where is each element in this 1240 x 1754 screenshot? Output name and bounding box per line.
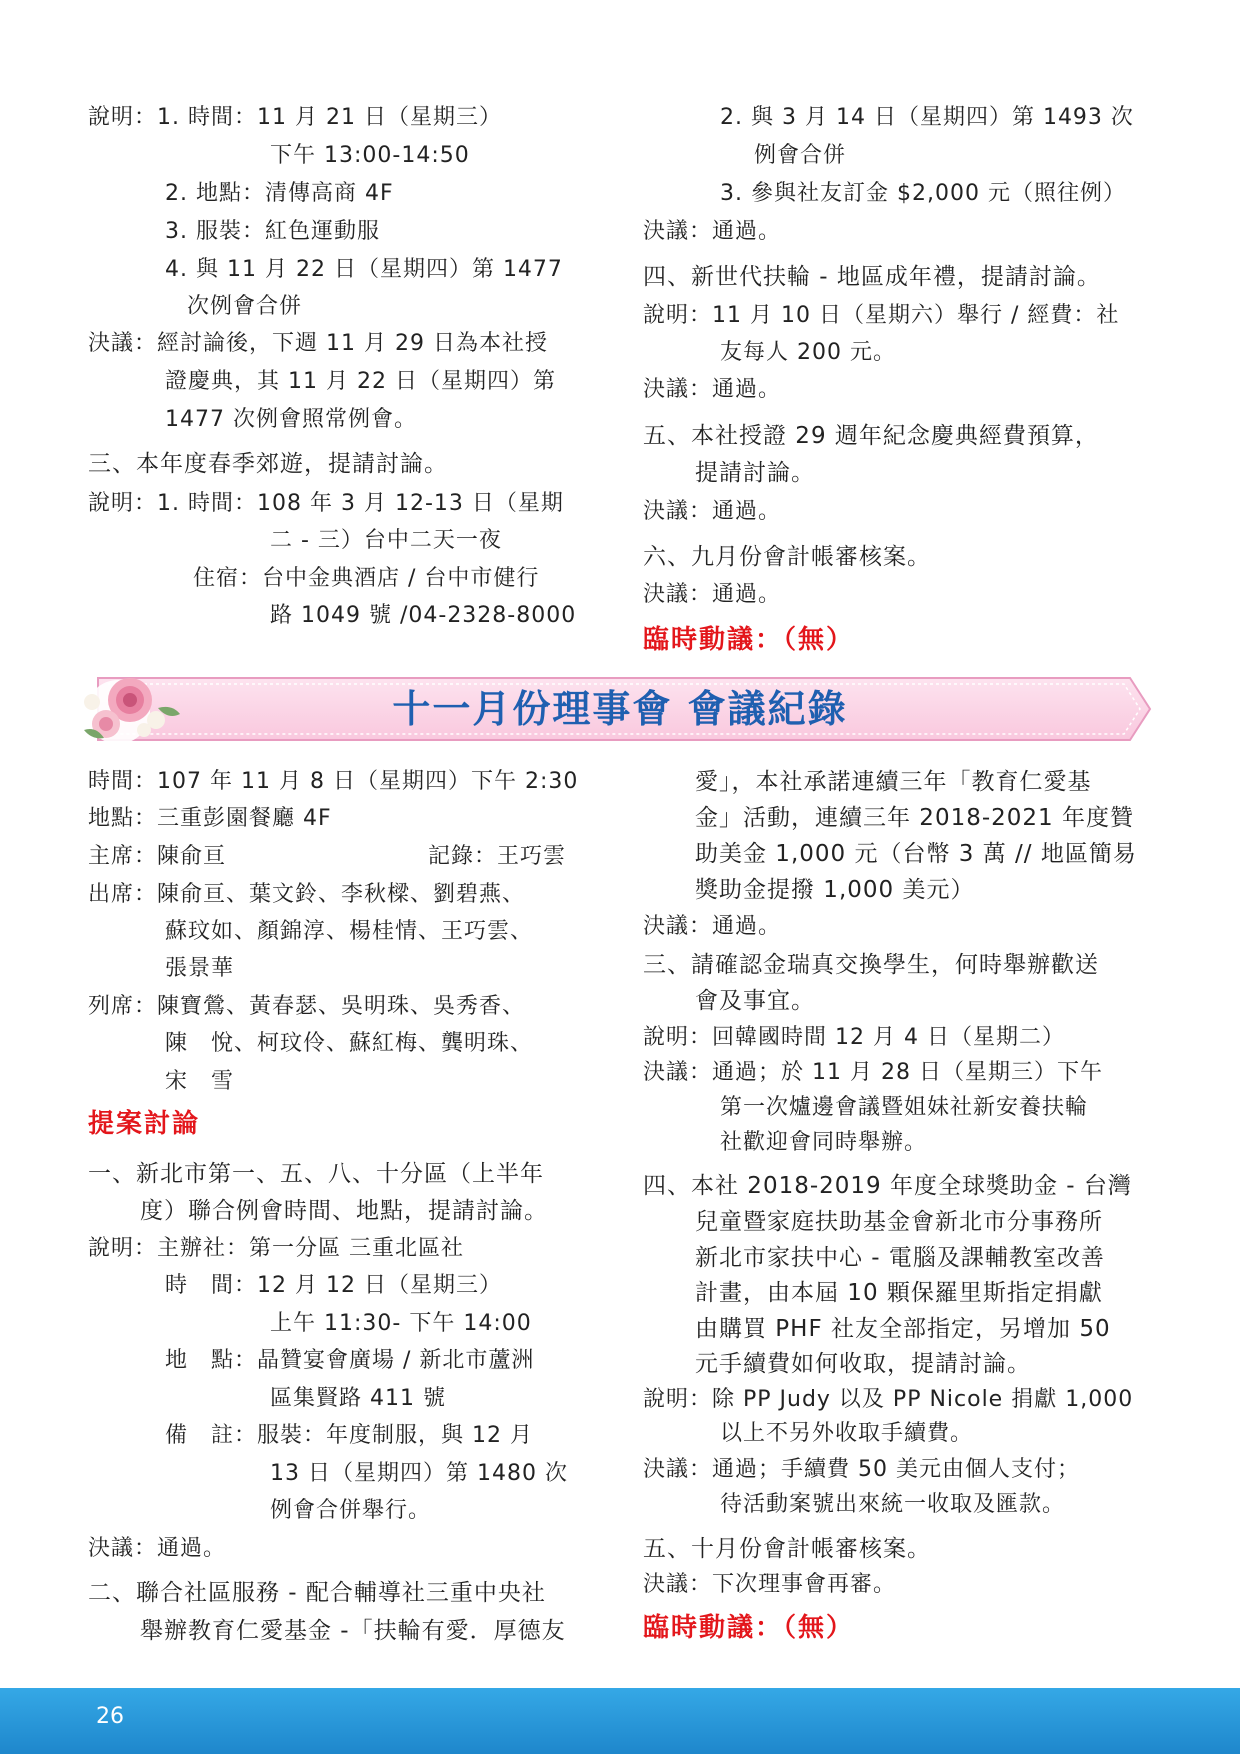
section-heading: 三、本年度春季郊遊，提請討論。 — [88, 451, 448, 477]
text-line: 路 1049 號 /04-2328-8000 — [270, 603, 577, 628]
section-heading: 二、聯合社區服務 - 配合輔導社三重中央社 — [88, 1580, 546, 1606]
text-line: 區集賢路 411 號 — [270, 1386, 446, 1411]
text-line: 決議：通過。 — [643, 377, 782, 402]
page-number: 26 — [96, 1704, 124, 1729]
text-line: 3. 參與社友訂金 $2,000 元（照往例） — [720, 181, 1126, 206]
text-line: 列席：陳寶鶯、黃春瑟、吳明珠、吳秀香、 — [88, 994, 526, 1019]
text-line: 下午 13:00-14:50 — [270, 143, 470, 168]
banner-title: 十一月份理事會 會議紀錄 — [392, 687, 848, 731]
text-line: 時間：107 年 11 月 8 日（星期四）下午 2:30 — [88, 769, 579, 794]
text-line: 宋 雪 — [165, 1069, 235, 1094]
section-heading: 舉辦教育仁愛基金 -「扶輪有愛．厚德友 — [140, 1618, 566, 1644]
text-line: 說明：1. 時間：108 年 3 月 12-13 日（星期 — [88, 491, 564, 516]
text-line: 待活動案號出來統一收取及匯款。 — [720, 1492, 1066, 1517]
text-line: 蘇玟如、顏錦淳、楊桂情、王巧雲、 — [165, 919, 534, 944]
text-line: 決議：通過；手續費 50 美元由個人支付； — [643, 1457, 1080, 1482]
text-line: 二 - 三）台中二天一夜 — [270, 528, 502, 553]
text-line: 地 點：晶贊宴會廣場 / 新北市蘆洲 — [165, 1348, 535, 1373]
section-heading: 助美金 1,000 元（台幣 3 萬 // 地區簡易 — [695, 841, 1137, 867]
section-heading: 度）聯合例會時間、地點，提請討論。 — [140, 1198, 548, 1224]
section-heading: 五、本社授證 29 週年紀念慶典經費預算， — [643, 423, 1099, 449]
text-line: 13 日（星期四）第 1480 次 — [270, 1461, 568, 1486]
text-line: 張景華 — [165, 956, 235, 981]
section-heading: 四、新世代扶輪 - 地區成年禮，提請討論。 — [643, 264, 1101, 290]
section-heading: 六、九月份會計帳審核案。 — [643, 544, 931, 570]
text-line: 3. 服裝：紅色運動服 — [165, 219, 380, 244]
text-line: 次例會合併 — [187, 294, 303, 319]
text-line: 決議：經討論後，下週 11 月 29 日為本社授 — [88, 331, 548, 356]
text-line: 說明：11 月 10 日（星期六）舉行 / 經費：社 — [643, 303, 1120, 328]
section-heading: 由購買 PHF 社友全部指定，另增加 50 — [695, 1316, 1111, 1342]
text-line: 例會合併 — [754, 143, 847, 168]
text-line: 陳 悅、柯玟伶、蘇紅梅、龔明珠、 — [165, 1031, 534, 1056]
text-line: 決議：通過。 — [643, 582, 782, 607]
text-line: 說明：除 PP Judy 以及 PP Nicole 捐獻 1,000 — [643, 1387, 1134, 1412]
interim-motion-heading: 臨時動議：（無） — [643, 1613, 855, 1643]
section-heading: 三、請確認金瑞真交換學生，何時舉辦歡送 — [643, 952, 1099, 978]
text-line: 決議：通過。 — [643, 219, 782, 244]
text-line: 說明：1. 時間：11 月 21 日（星期三） — [88, 105, 502, 130]
section-heading: 兒童暨家庭扶助基金會新北市分事務所 — [695, 1209, 1103, 1235]
proposals-heading: 提案討論 — [88, 1109, 201, 1139]
text-line: 2. 地點：清傳高商 4F — [165, 181, 394, 206]
text-line: 決議：通過；於 11 月 28 日（星期三）下午 — [643, 1060, 1103, 1085]
section-heading: 愛」，本社承諾連續三年「教育仁愛基 — [695, 769, 1092, 795]
text-line: 2. 與 3 月 14 日（星期四）第 1493 次 — [720, 105, 1134, 130]
section-heading: 金」活動，連續三年 2018-2021 年度贊 — [695, 805, 1134, 831]
text-line: 1477 次例會照常例會。 — [165, 407, 417, 432]
section-heading: 五、十月份會計帳審核案。 — [643, 1536, 931, 1562]
page-footer-bar — [0, 1688, 1240, 1754]
section-heading: 會及事宜。 — [695, 988, 815, 1014]
text-line: 上午 11:30- 下午 14:00 — [270, 1311, 532, 1336]
text-line: 出席：陳俞亘、葉文鈴、李秋樑、劉碧燕、 — [88, 882, 526, 907]
text-line: 決議：通過。 — [88, 1536, 227, 1561]
text-line: 地點：三重彭園餐廳 4F — [88, 806, 332, 831]
text-line: 社歡迎會同時舉辦。 — [720, 1130, 928, 1155]
text-line: 例會合併舉行。 — [270, 1498, 432, 1523]
text-line: 友每人 200 元。 — [720, 340, 896, 365]
text-line: 說明：回韓國時間 12 月 4 日（星期二） — [643, 1025, 1065, 1050]
text-line: 決議：下次理事會再審。 — [643, 1572, 897, 1597]
section-heading: 新北市家扶中心 - 電腦及課輔教室改善 — [695, 1245, 1105, 1271]
text-line: 證慶典，其 11 月 22 日（星期四）第 — [165, 369, 556, 394]
section-heading: 計畫，由本屆 10 顆保羅里斯指定捐獻 — [695, 1280, 1103, 1306]
text-line: 4. 與 11 月 22 日（星期四）第 1477 — [165, 257, 563, 282]
section-heading: 元手續費如何收取，提請討論。 — [695, 1351, 1031, 1377]
interim-motion-heading: 臨時動議：（無） — [643, 625, 855, 655]
text-line: 第一次爐邊會議暨姐妹社新安養扶輪 — [720, 1095, 1089, 1120]
text-line: 以上不另外收取手續費。 — [720, 1421, 974, 1446]
text-line: 決議：通過。 — [643, 499, 782, 524]
text-line: 說明：主辦社：第一分區 三重北區社 — [88, 1236, 464, 1261]
recorder-line: 記錄：王巧雲 — [428, 844, 567, 869]
text-line: 住宿：台中金典酒店 / 台中市健行 — [193, 566, 540, 591]
section-heading: 一、新北市第一、五、八、十分區（上半年 — [88, 1161, 544, 1187]
text-line: 時 間：12 月 12 日（星期三） — [165, 1273, 502, 1298]
section-heading: 四、本社 2018-2019 年度全球獎助金 - 台灣 — [643, 1173, 1132, 1199]
text-line: 備 註：服裝：年度制服，與 12 月 — [165, 1423, 533, 1448]
text-line: 決議：通過。 — [643, 914, 782, 939]
section-heading: 獎助金提撥 1,000 美元） — [695, 877, 975, 903]
section-heading: 提請討論。 — [695, 460, 815, 486]
chair-line: 主席：陳俞亘 — [88, 844, 227, 869]
